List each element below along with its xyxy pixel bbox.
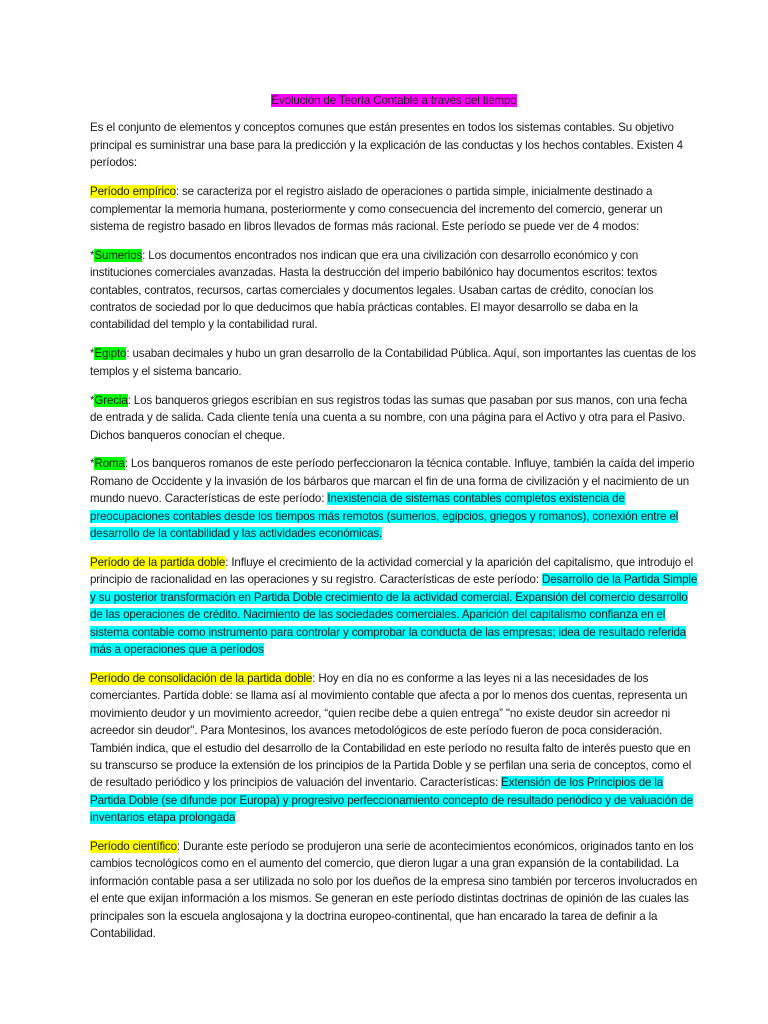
- paragraph: [90, 345, 698, 380]
- document-title: Evolución de Teoría Contable a través del tiempo: [271, 94, 517, 107]
- yellow-highlighted-text: Período de consolidación de la partida doble: [90, 671, 313, 685]
- green-highlighted-text: Sumerios: [94, 248, 143, 262]
- title-row: [90, 92, 698, 109]
- paragraph-text: : Durante este período se produjeron una serie de acontecimientos económicos, originados tanto en los cambios tecnológicos como en el aumento del comercio, que dieron lugar a una gran expansión de la contabilidad. La información contable pasa a ser utilizada no solo por los dueños de la empresa sino también por terceros involucrados en el ente que exijan información a los mismos. Se generan en este período distintas doctrinas de opinión de las cuales las principales son la escuela anglosajona y la doctrina europeo-continental, que han encarado la tarea de definir a la Contabilidad.: [90, 840, 698, 941]
- yellow-highlighted-text: Período científico: [90, 840, 177, 854]
- paragraph: [90, 119, 698, 171]
- paragraph-text: Es el conjunto de elementos y conceptos comunes que están presentes en todos los sistemas contables. Su objetivo principal es suministrar una base para la predicción y la explicación de las conductas y los hechos contables. Existen 4 períodos:: [90, 121, 683, 170]
- green-highlighted-text: Egipto: [94, 347, 127, 361]
- paragraph-text: : usaban decimales y hubo un gran desarrollo de la Contabilidad Pública. Aquí, son importantes las cuentas de los templos y el sistema bancario.: [90, 347, 696, 378]
- paragraph-text: : se caracteriza por el registro aislado de operaciones o partida simple, inicialmente destinado a complementar la memoria humana, posteriormente y como consecuencia del incremento del comercio, generar un sistema de registro basado en libros llevados de formas más racional. Este período se puede ver de 4 modos:: [90, 185, 663, 233]
- paragraph-text: : Los banqueros griegos escribían en sus registros todas las sumas que pasaban por sus manos, con una fecha de entrada y de salida. Cada cliente tenía una cuenta a su nombre, con una página para el Activo y otra para el Pasivo. Dichos banqueros conocían el cheque.: [90, 393, 688, 442]
- yellow-highlighted-text: Período empírico: [90, 185, 176, 199]
- paragraph: [90, 183, 698, 235]
- paragraph-text: *: [90, 393, 95, 407]
- paragraph-text: : Los banqueros romanos de este período perfeccionaron la técnica contable. Influye, también la caída del imperio Romano de Occidente y la invasión de los bárbaros que marcan el fin de una forma de civilización y el nacimiento de un mundo nuevo. Características de este período:: [90, 457, 695, 506]
- cyan-highlighted-text: Desarrollo de la Partida Simple y su posterior transformación en Partida Doble crecimiento de la actividad comercial. Expansión del comercio desarrollo de las operaciones de crédito. Nacimiento de las sociedades comerciales. Aparición del capitalismo confianza en el sistema contable como instrumento para controlar y comprobar la conducta de las empresas; idea de resultado referida más a operaciones que a períodos: [90, 573, 698, 656]
- paragraph-text: *: [90, 347, 95, 361]
- paragraph-text: : Hoy en día no es conforme a las leyes ni a las necesidades de los comerciantes. Partida doble: se llama así al movimiento contable que afecta a por lo menos dos cuentas, representa un movimiento deudor y un movimiento acreedor, “quien recibe debe a quien entrega” "no existe deudor sin acreedor ni acreedor sin deudor". Para Montesinos, los avances metodológicos de este período fueron de poca consideración. También indica, que el estudio del desarrollo de la Contabilidad en este período no resulta falto de interés puesto que en su transcurso se produce la extensión de los principios de la Partida Doble y se perfilan una seria de conceptos, como el de resultado periódico y los principios de valuación del inventario. Características:: [90, 671, 692, 790]
- document-body: [90, 119, 698, 942]
- cyan-highlighted-text: Inexistencia de sistemas contables completos existencia de preocupaciones contables desde los tiempos más remotos (sumerios, egipcios, griegos y romanos), conexión entre el desarrollo de la contabilidad y las actividades económicas.: [90, 492, 679, 541]
- paragraph: [90, 247, 698, 334]
- paragraph: [90, 670, 698, 827]
- paragraph: [90, 392, 698, 444]
- paragraph: [90, 838, 698, 942]
- paragraph-text: *: [90, 248, 95, 262]
- paragraph-text: : Influye el crecimiento de la actividad comercial y la aparición del capitalismo, que introdujo el principio de racionalidad en las operaciones y su registro. Características de este período:: [90, 555, 694, 587]
- cyan-highlighted-text: Extensión de los Principios de la Partida Doble (se difunde por Europa) y progresivo perfeccionamiento concepto de resultado periódico y de valuación de inventarios etapa prolongada: [90, 776, 693, 825]
- yellow-highlighted-text: Período de la partida doble: [90, 555, 226, 569]
- green-highlighted-text: Roma: [94, 457, 125, 471]
- paragraph-text: : Los documentos encontrados nos indican que era una civilización con desarrollo económico y con instituciones comerciales avanzadas. Hasta la destrucción del imperio babilónico hay documentos escritos: textos contables, contratos, recursos, cartas comerciales y documentos legales. Usaban cartas de crédito, conocían los contratos de sociedad por lo que deducimos que había prácticas contables. El mayor desarrollo se daba en la contabilidad del templo y la contabilidad rural.: [90, 248, 658, 332]
- green-highlighted-text: Grecia: [94, 393, 128, 407]
- paragraph-text: *: [90, 457, 95, 471]
- paragraph: [90, 554, 698, 658]
- paragraph: [90, 455, 698, 542]
